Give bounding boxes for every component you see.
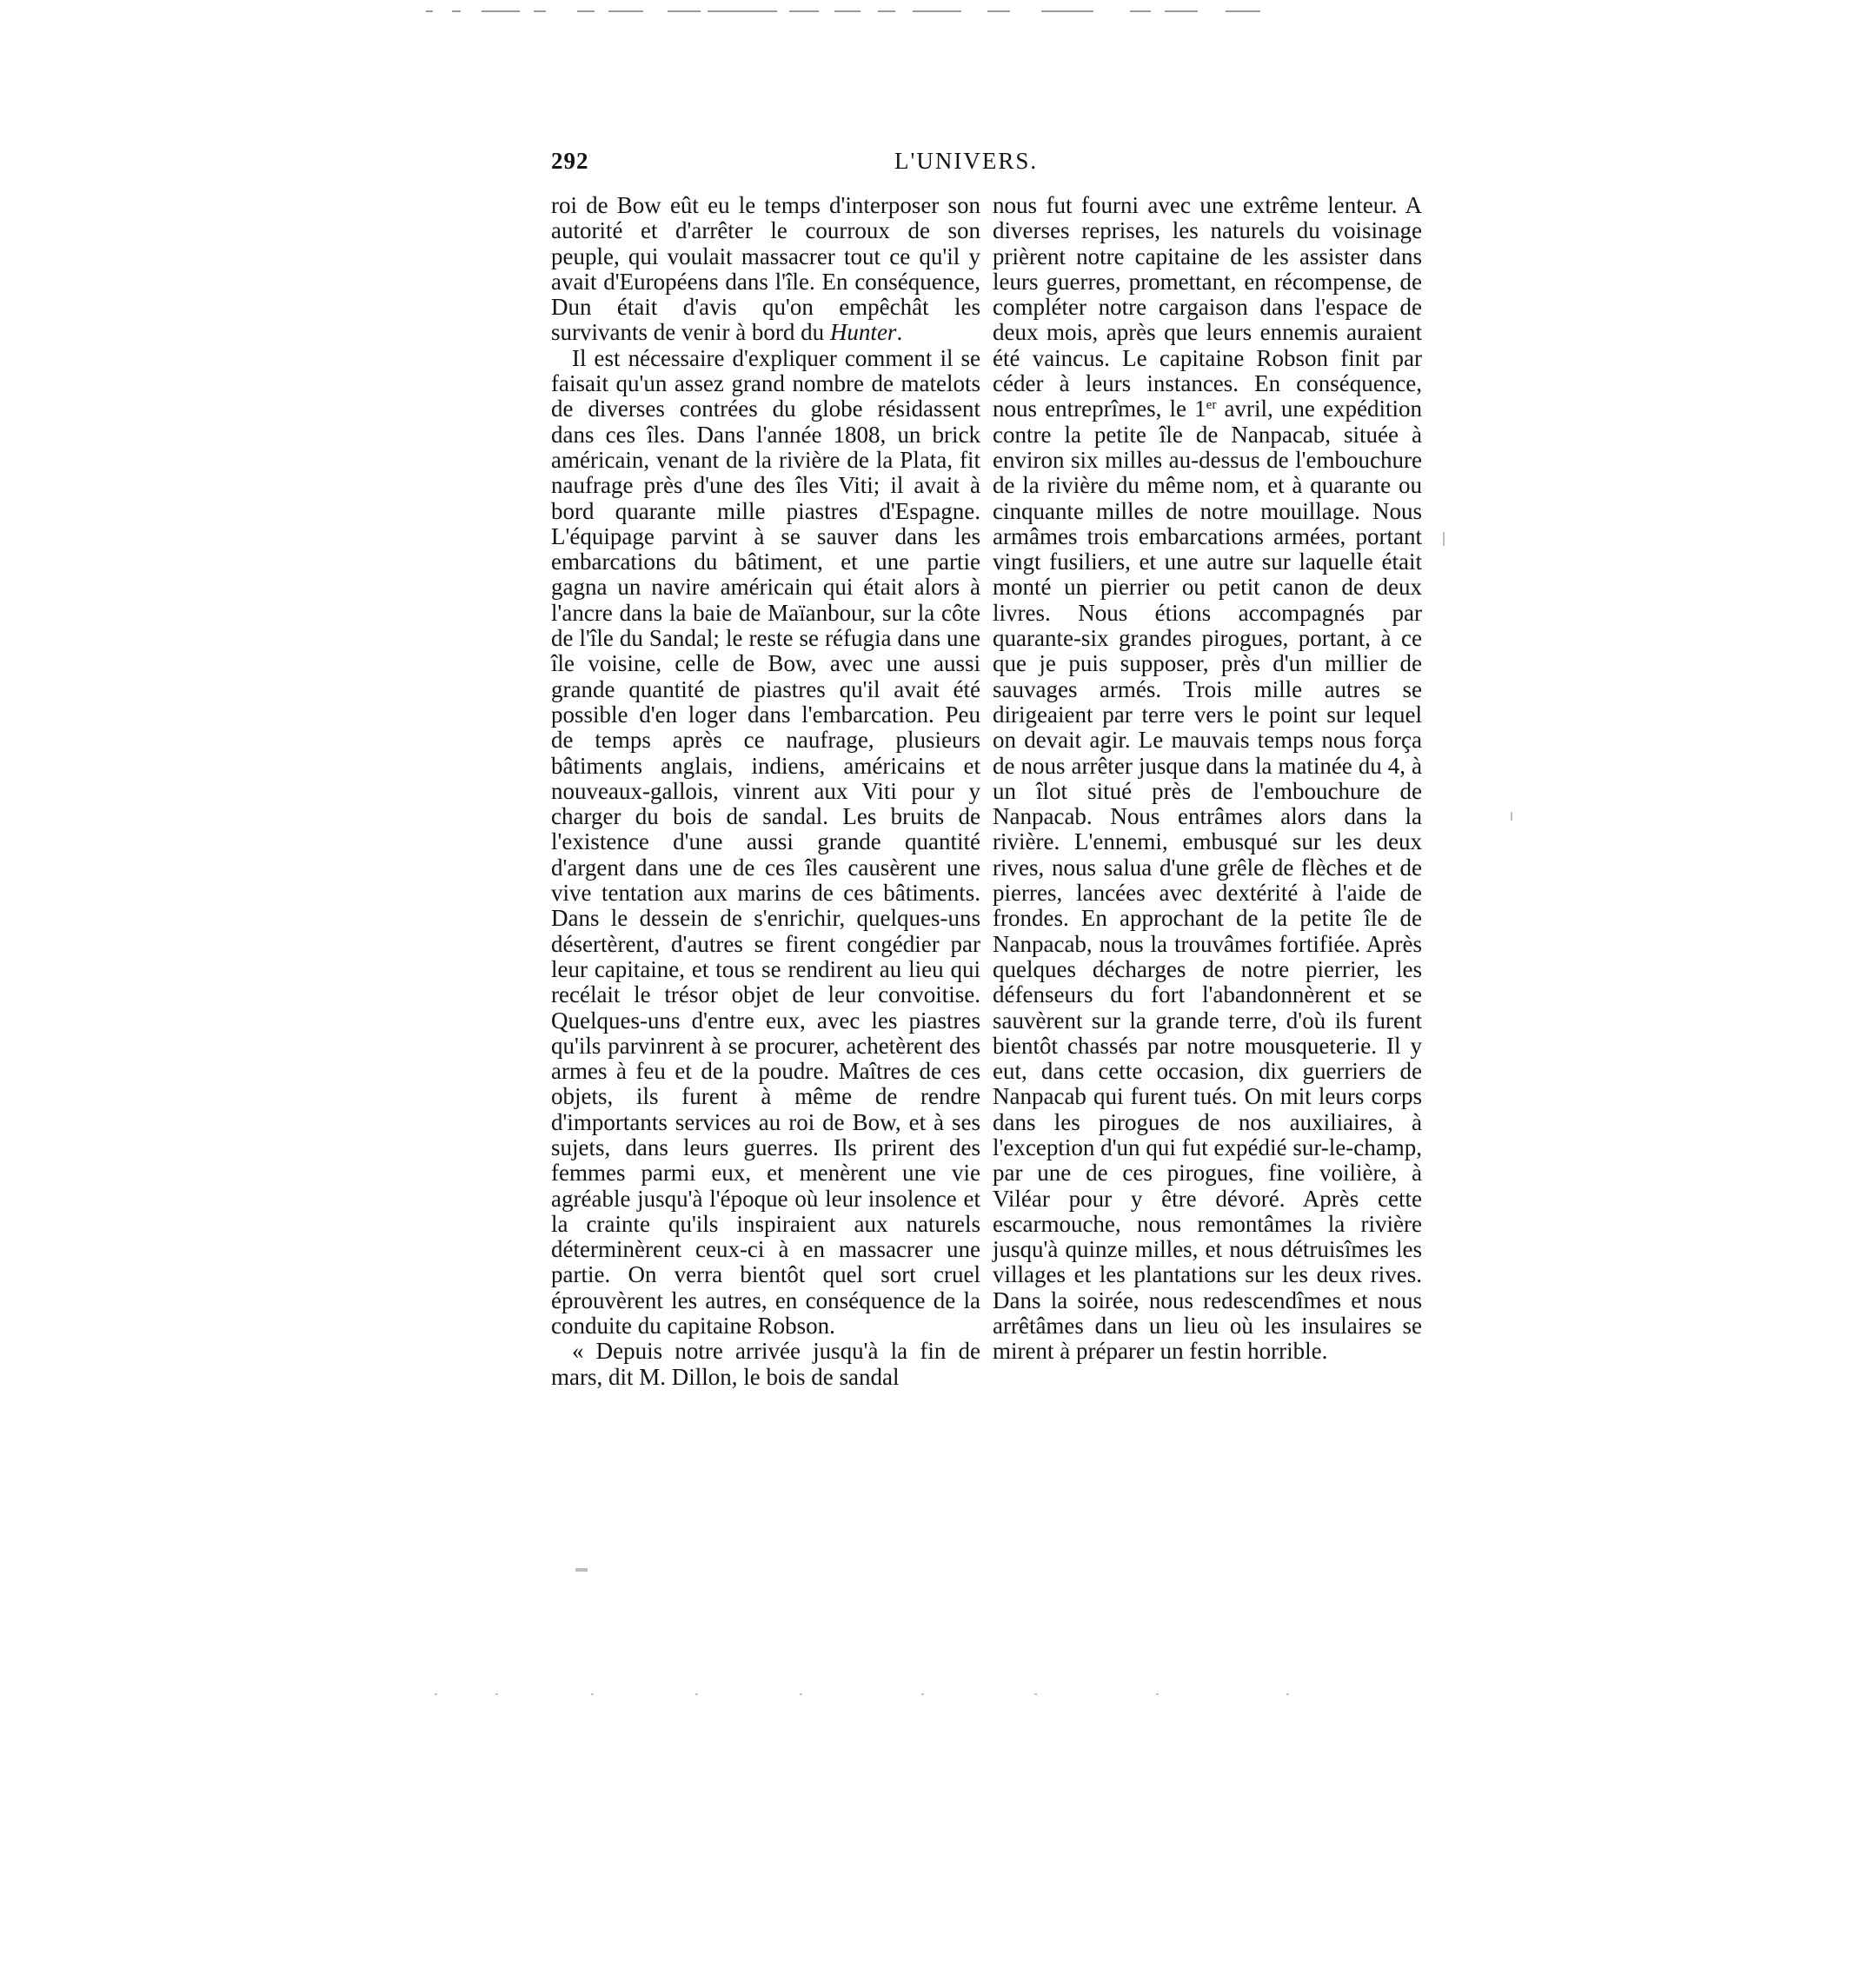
page-number: 292	[551, 148, 589, 174]
scan-bottom-specks	[435, 1693, 1347, 1699]
paragraph	[551, 193, 980, 346]
paragraph-text: nous fut fourni avec une extrême lenteur. A diverses reprises, les naturels du voisinage prièrent notre capitaine de les assister dans leurs guerres, promettant, en récompense, de compléter notre cargaison dans l'espace de deux mois, après que leurs ennemis auraient été vaincus. Le capitaine Robson finit par céder à leurs instances. En conséquence, nous entreprîmes, le 1	[993, 192, 1422, 422]
ship-name: Hunter	[829, 319, 897, 346]
right-column	[993, 193, 1422, 1365]
scan-edge-marks	[426, 10, 1295, 19]
running-head	[551, 146, 1429, 186]
stray-mark	[575, 1568, 588, 1572]
paragraph-text: .	[896, 319, 903, 346]
paragraph: « Depuis notre arrivée jusqu'à la fin de mars, dit M. Dillon, le bois de sandal	[551, 1338, 980, 1390]
left-column	[551, 193, 980, 1390]
running-title: L'UNIVERS.	[894, 148, 1039, 174]
paragraph: Il est nécessaire d'expliquer comment il se faisait qu'un assez grand nombre de matelots de diverses contrées du globe résidassent dans ces îles. Dans l'année 1808, un brick américain, venant de la rivière de la Plata, fit naufrage près d'une des îles Viti; il avait à bord quarante mille piastres d'Espagne. L'équipage parvint à se sauver dans les embarcations du bâtiment, et une partie gagna un navire américain qui était alors à l'ancre dans la baie de Maïanbour, sur la côte de l'île du Sandal; le reste se réfugia dans une île voisine, celle de Bow, avec une aussi grande quantité de piastres qu'il avait été possible d'en loger dans l'embarcation. Peu de temps après ce naufrage, plusieurs bâtiments anglais, indiens, américains et nouveaux-gallois, vinrent aux Viti pour y charger du bois de sandal. Les bruits de l'existence d'une aussi grande quantité d'argent dans une de ces îles causèrent une vive tentation aux marins de ces bâtiments. Dans le dessein de s'enrichir, quelques-uns désertèrent, d'autres se firent congédier par leur capitaine, et tous se rendirent au lieu qui recélait le trésor objet de leur convoitise. Quelques-uns d'entre eux, avec les piastres qu'ils parvinrent à se procurer, achetèrent des armes à feu et de la poudre. Maîtres de ces objets, ils furent à même de rendre d'importants services au roi de Bow, et à ses sujets, dans leurs guerres. Ils prirent des femmes parmi eux, et menèrent une vie agréable jusqu'à l'époque où leur insolence et la crainte qu'ils inspiraient aux naturels déterminèrent ceux-ci à en massacrer une partie. On verra bientôt quel sort cruel éprouvèrent les autres, en conséquence de la conduite du capitaine Robson.	[551, 344, 980, 1340]
paragraph-text: avril, une expédition contre la petite île de Nanpacab, située à environ six milles au-dessus de l'embouchure de la rivière du même nom, et à quarante ou cinquante milles de notre mouillage. Nous armâmes trois embarcations armées, portant vingt fusiliers, et une autre sur laquelle était monté un pierrier ou petit canon de deux livres. Nous étions accompagnés par quarante-six grandes pirogues, portant, à ce que je puis supposer, près d'un millier de sauvages armés. Trois mille autres se dirigeaient par terre vers le point sur lequel on devait agir. Le mauvais temps nous força de nous arrêter jusque dans la matinée du 4, à un îlot situé près de l'embouchure de Nanpacab. Nous entrâmes alors dans la rivière. L'ennemi, embusqué sur les deux rives, nous salua d'une grêle de flèches et de pierres, lancées avec dextérité à l'aide de frondes. En approchant de la petite île de Nanpacab, nous la trouvâmes fortifiée. Après quelques décharges de notre pierrier, les défenseurs du fort l'abandonnèrent et se sauvèrent sur la grande terre, d'où ils furent bientôt chassés par notre mousqueterie. Il y eut, dans cette occasion, dix guerriers de Nanpacab qui furent tués. On mit leurs corps dans les pirogues de nos auxiliaires, à l'exception d'un qui fut expédié sur-le-champ, par une de ces pirogues, fine voilière, à Viléar pour y être dévoré. Après cette escarmouche, nous remontâmes la rivière jusqu'à quinze milles, et nous détruisîmes les villages et les plantations sur les deux rives. Dans la soirée, nous redescendîmes et nous arrêtâmes dans un lieu où les insulaires se mirent à préparer un festin horrible.	[993, 396, 1422, 1365]
paragraph-text: roi de Bow eût eu le temps d'interposer son autorité et d'arrêter le courroux de son peuple, qui voulait massacrer tout ce qu'il y avait d'Européens dans l'île. En conséquence, Dun était d'avis qu'on empêchât les survivants de venir à bord du	[551, 192, 980, 346]
ordinal-superscript: er	[1206, 398, 1217, 413]
stray-mark	[1443, 532, 1445, 546]
stray-mark	[1511, 812, 1512, 821]
paragraph	[993, 193, 1422, 1365]
